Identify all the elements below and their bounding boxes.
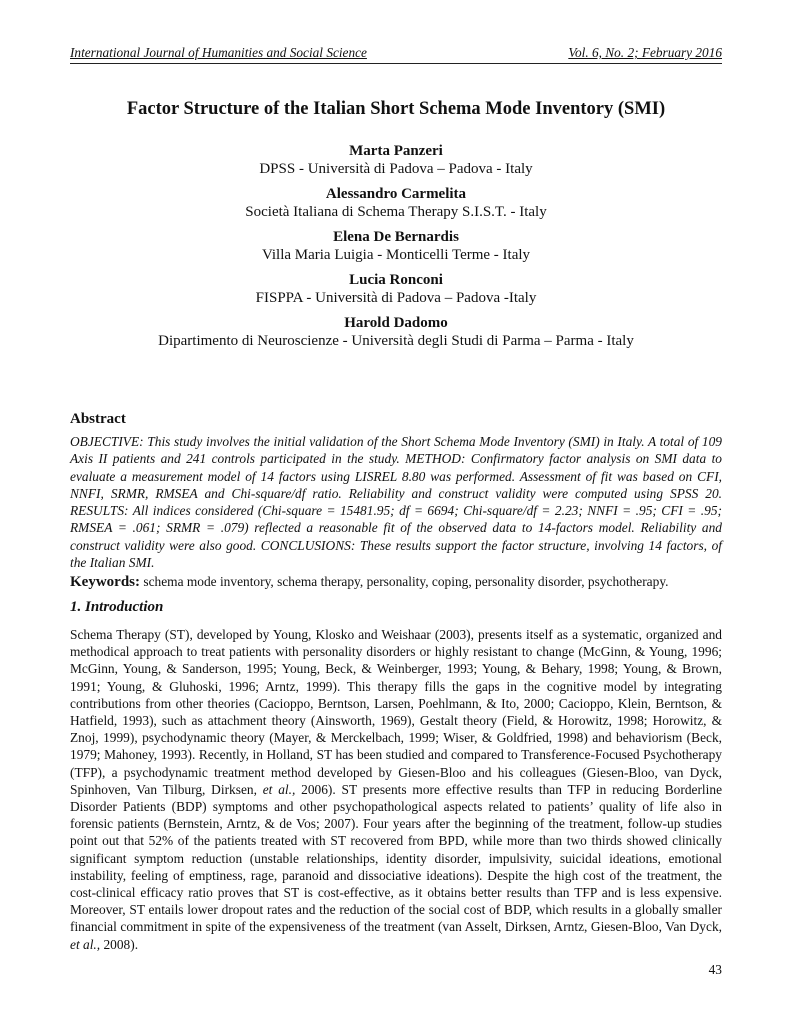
intro-etal-1: et al.,: [262, 781, 296, 797]
author-name: Harold Dadomo: [344, 315, 448, 331]
keywords-label: Keywords:: [70, 574, 140, 590]
author-name: Marta Panzeri: [349, 143, 443, 159]
author-affiliation: Dipartimento di Neuroscienze - Università degli Studi di Parma – Parma - Italy: [158, 333, 634, 349]
author-list: [70, 142, 722, 357]
running-header: [70, 45, 722, 65]
author-name: Alessandro Carmelita: [325, 186, 467, 202]
abstract-heading: Abstract: [70, 411, 126, 427]
author-affiliation: FISPPA - Università di Padova – Padova -Italy: [255, 290, 537, 306]
author-block: [70, 271, 722, 307]
introduction-paragraph: [70, 626, 722, 953]
author-block: [70, 185, 722, 221]
intro-etal-2: et al.,: [70, 936, 101, 952]
abstract-text: OBJECTIVE: This study involves the initial validation of the Short Schema Mode Inventory (SMI) in Italy. A total of 109 Axis II patients and 241 controls participated in the study. METHOD: Confirmatory factor analysis on SMI data to evaluate a measurement model of 14 factors using LISREL 8.80 was performed. Assessment of fit was based on CFI, NNFI, SRMR, RMSEA and Chi-square/df ratio. Reliability and construct validity were computed using SPSS 20. RESULTS: All indices considered (Chi-square = 15481.95; df = 6694; Chi-square/df = 2.23; NNFI = .95; CFI = .95; RMSEA = .061; SRMR = .079) reflected a reasonable fit of the observed data to 14-factors model. Reliability and construct validity were also good. CONCLUSIONS: These results support the factor structure, involving 14 factors, of the Italian SMI.: [70, 434, 722, 571]
intro-text-part1: Schema Therapy (ST), developed by Young, Klosko and Weishaar (2003), presents itself as a systematic, organized and methodical approach to treat patients with personality disorders or highly resistant to change (McGinn, & Young, 1996; McGinn, Young, & Sanderson, 1995; Young, Beck, & Weinberger, 1993; Young, & Behary, 1998; Young, & Brown, 1991; Young, & Gluhoski, 1996; Arntz, 1999). This therapy fills the gaps in the cognitive model by integrating contributions from other theories (Cacioppo, Berntson, Larsen, Poehlmann, & Ito, 2000; Cacioppo, Klein, Berntson, & Hatfield, 1993), such as attachment theory (Ainsworth, 1969), Gestalt theory (Field, & Horowitz, 1998; Horowitz, & Znoj, 1999), psychodynamic theory (Mayer, & Merckelbach, 1999; Wiser, & Goldfried, 1998) and behaviorism (Beck, 1979; Mahoney, 1993). Recently, in Holland, ST has been studied and compared to Transference-Focused Psychotherapy (TFP), a psychodynamic treatment method developed by Giesen-Bloo and his colleagues (Giesen-Bloo, van Dyck, Spinhoven, Van Tilburg, Dirksen,: [70, 627, 722, 797]
author-affiliation: DPSS - Università di Padova – Padova - Italy: [259, 161, 533, 177]
page-number: 43: [708, 962, 722, 977]
keywords-text: schema mode inventory, schema therapy, personality, coping, personality disorder, psychotherapy.: [143, 574, 669, 589]
author-name: Elena De Bernardis: [333, 229, 459, 245]
volume-info: Vol. 6, No. 2; February 2016: [568, 45, 722, 60]
intro-text-part2: 2006). ST presents more effective results than TFP in reducing Borderline Disorder Patients (BDP) symptoms and other psychopathological aspects related to patients’ quality of life also in forensic patients (Bernstein, Arntz, & de Vos; 2007). Four years after the beginning of the treatment, follow-up studies point out that 52% of the patients treated with ST recovered from BPD, while more than two thirds showed clinically significant symptom reduction (unstable relationships, identity disorder, impulsivity, suicidal ideations, emotional instability, feeling of emptiness, rage, paranoid and dissociative ideations). Despite the high cost of the treatment, the cost-clinical efficacy ratio proves that ST is cost-effective, as it obtains better results than TFP and is less expensive. Moreover, ST entails lower dropout rates and the reduction of the social cost of BDP, which results in a globally smaller financial commitment in spite of the expensiveness of the treatment (van Asselt, Dirksen, Arntz, Giesen-Bloo, Van Dyck,: [70, 781, 723, 935]
author-block: [70, 314, 722, 350]
journal-name: International Journal of Humanities and Social Science: [70, 45, 367, 60]
section-heading-introduction: 1. Introduction: [70, 599, 164, 615]
author-block: [70, 228, 722, 264]
paper-title: Factor Structure of the Italian Short Schema Mode Inventory (SMI): [126, 99, 666, 119]
author-block: [70, 142, 722, 178]
author-affiliation: Villa Maria Luigia - Monticelli Terme - Italy: [261, 247, 531, 263]
author-name: Lucia Ronconi: [349, 272, 443, 288]
intro-text-part3: 2008).: [100, 936, 139, 952]
header-rule: [70, 63, 722, 64]
keywords: [70, 574, 722, 591]
author-affiliation: Società Italiana di Schema Therapy S.I.S.T. - Italy: [245, 204, 547, 220]
